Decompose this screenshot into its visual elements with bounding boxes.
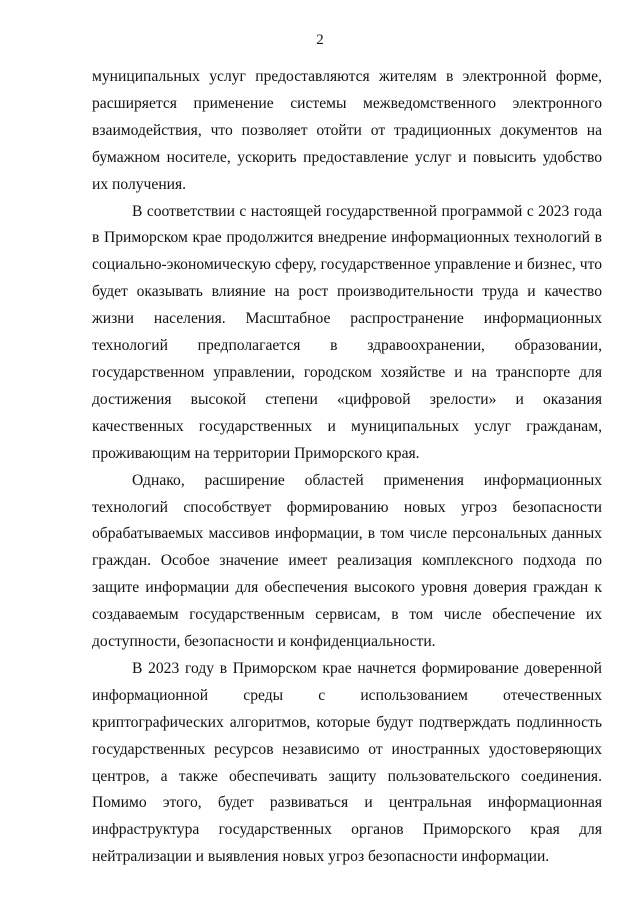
paragraph-trusted-environment: В 2023 году в Приморском крае начнется формирование доверенной информационной среды с использованием отечественных криптографических алгоритмов, которые будут подтверждать подлинность государственных ресурсов независимо от иностранных удостоверяющих центров, а также обеспечивать защиту пользовательского соединения. Помимо этого, будет развиваться и центральная информационная инфраструктура государственных органов Приморского края для нейтрализации и выявления новых угроз безопасности информации. xyxy=(92,659,602,866)
paragraph-program-digitalization: В соответствии с настоящей государственной программой с 2023 года в Приморском крае продолжится внедрение информационных технологий в социально-экономическую сферу, государственное управление и бизнес, что будет оказывать влияние на рост производительности труда и качество жизни населения. Масштабное распространение информационных технологий предполагается в здравоохранении, образовании, государственном управлении, городском хозяйстве и на транспорте для достижения высокой степени «цифровой зрелости» и оказания качественных государственных и муниципальных услуг гражданам, проживающим на территории Приморского края. xyxy=(92,202,602,462)
page-number: 2 xyxy=(316,32,324,48)
paragraph-continuation: муниципальных услуг предоставляются жителям в электронной форме, расширяется применение системы межведомственного электронного взаимодействия, что позволяет отойти от традиционных документов на бумажном носителе, ускорить предоставление услуг и повысить удобство их получения. xyxy=(92,68,602,193)
document-body xyxy=(92,64,602,871)
paragraph-security-threats: Однако, расширение областей применения информационных технологий способствует формированию новых угроз безопасности обрабатываемых массивов информации, в том числе персональных данных граждан. Особое значение имеет реализация комплексного подхода по защите информации для обеспечения высокого уровня доверия граждан к создаваемым государственным сервисам, в том числе обеспечение их доступности, безопасности и конфиденциальности. xyxy=(92,471,602,651)
